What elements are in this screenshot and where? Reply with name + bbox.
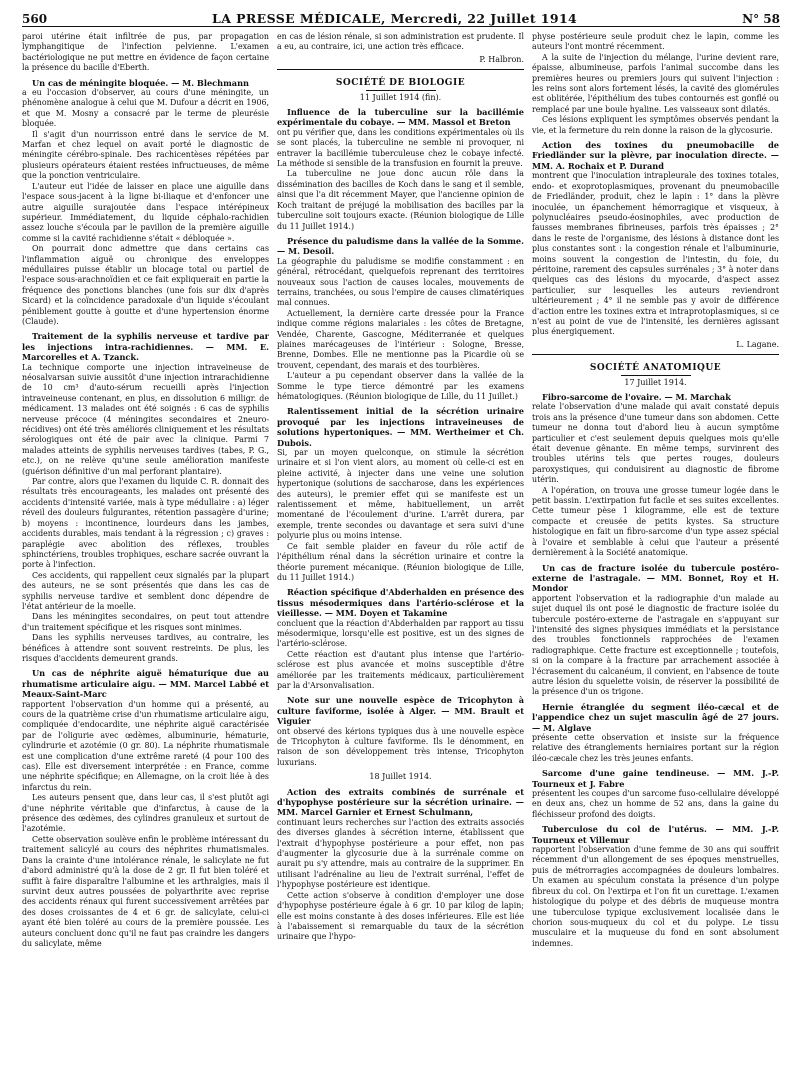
author-signature: L. Lagane.: [736, 339, 779, 349]
issue-number: N° 58: [742, 12, 780, 26]
paragraph: Si, par un moyen quelconque, on stimule la sécrétion urinaire et si l'on vient alors, au moment où celle-ci est en pleine activité, à injecter dans une veine une solution hypertonique (solutions de saccharose, dans les expériences des auteurs), le premier effet qui se manifeste est un ralentissement et même, habituellement, un arrêt momentané de l'écoulement d'urine. L'arrêt durera, par exemple, trente secondes ou davantage et sera suivi d'une polyurie plus ou moins intense.: [277, 448, 524, 541]
paragraph: Cette observation soulève enfin le problème intéressant du traitement salicylé au cours des néphrites rhumatismales. Dans la crainte d'une intolérance rénale, le salicylate ne fut d'abord administré qu'à la dose de 2 gr. Il fut bien toléré et suffit à faire disparaître l'albumine et les arthralgies, mais il survint deux autres poussées de polyarthrite avec reprise des accidents rénaux qui furent successivement arrêtées par des doses croissantes de 4 et 6 gr. de salicylate, celui-ci ayant été bien toléré au cours de la première poussée. Les auteurs concluent donc qu'il ne faut pas craindre les dangers du salicylate, même: [22, 834, 269, 948]
paragraph: rapportent l'observation d'une femme de 30 ans qui souffrit récemment d'un allongement de ses époques menstruelles, puis de métrorragies accompagnées de douleurs lombaires. Un examen au spéculum constata la présence d'un polype fibreux du col. On l'extirpa et l'on fit un curettage. L'examen histologique du polype et des débris de muqueuse montra une tuberculose typique exclusivement localisée dans le chorion sous-muqueux du col et du polype. Le tissu musculaire et la muqueuse du fond en sont absolument indemnes.: [532, 845, 779, 948]
paragraph: présentent les coupes d'un sarcome fuso-cellulaire développé en deux ans, chez un homme de 52 ans, dans la gaine du fléchisseur profond des doigts.: [532, 789, 779, 819]
paragraph: La géographie du paludisme se modifie constamment : en général, rétrocédant, quelquefois reprenant des territoires nouveaux sous l'action de causes locales, mouvements de terrains, tranchées, ou sous l'empire de causes climatériques mal connues.: [277, 256, 524, 308]
paragraph: rapportent l'observation d'un homme qui a présenté, au cours de la quatrième crise d'un rhumatisme articulaire aigu, compliquée d'endocardite, une néphrite aiguë caractérisée par de l'oligurie avec œdèmes, albuminurie, hématurie, cylindrurie et azotémie (0 gr. 80). La néphrite rhumatismale est une complication d'une extrême rareté (4 pour 100 des cas). Elle est diversement interprétée : en France, comme une néphrite spécifique; en Allemagne, on la croit liée à des infarctus du rein.: [22, 699, 269, 792]
session-date: 18 Juillet 1914.: [369, 772, 432, 782]
paragraph: en cas de lésion rénale, si son administration est prudente. Il a eu, au contraire, ici, une action très efficace.: [277, 32, 524, 52]
article-heading: Note sur une nouvelle espèce de Tricophyton à culture faviforme, isolée à Alger. — MM. Brault et Viguier: [277, 695, 524, 727]
paragraph: physe postérieure seule produit chez le lapin, comme les auteurs l'ont montré récemment.: [532, 32, 779, 52]
paragraph: Ces accidents, qui rappellent ceux signalés par la plupart des auteurs, ne se sont présentés que dans les cas de syphilis nerveuse tardive et semblent donc dépendre de l'état antérieur de la moelle.: [22, 570, 269, 611]
section-title: SOCIÉTÉ DE BIOLOGIE: [335, 78, 466, 89]
paragraph: montrent que l'inoculation intrapleurale des toxines totales, endo- et exoprotoplasmiques, provenant du pneumobacille de Friedländer, produit, chez le lapin : 1° dans la plèvre inoculée, un épanchement hémorragique et visqueux, à polynucléaires pseudo-éosinophiles, avec production de fausses membranes fibrineuses, parfois très épaisses ; 2° dans le reste de l'organisme, des lésions à distance dont les plus constantes sont : la congestion rénale et l'albuminurie, moins souvent la congestion de l'intestin, du foie, du péritoine, rarement des capsules surrénales ; 3° à noter dans quelques cas des lésions du myocarde, d'aspect assez particulier, sur lesquelles les auteurs reviendront ultérieurement ; 4° il ne semble pas y avoir de différence d'action entre les toxines extra et intraprotoplasmiques, si ce n'est au point de vue de l'intensité, les dernières agissant plus énergiquement.: [532, 171, 779, 337]
paragraph: La technique comporte une injection intraveineuse de néosalvarsan suivie aussitôt d'une injection intrarachidienne de 10 cm³ d'auto-sérum recueilli après l'injection intraveineuse contenant, en plus, en dissolution 6 milligr. de médicament. 13 malades ont été soignés : 6 cas de syphilis nerveuse précoce (4 méningites secondaires et 2neuro-récidives) ont été très améliorés cliniquement et les résultats sérologiques ont été de pair avec la clinique. Parmi 7 malades atteints de syphilis nerveuses tardives (tabes, P. G., etc.), on ne relève qu'une seule amélioration manifeste (guérison définitive d'un mal perforant plantaire).: [22, 362, 269, 476]
page-header: [22, 6, 780, 27]
session-date: 17 Juillet 1914.: [624, 377, 687, 387]
article-heading: Action des extraits combinés de surrénale et d'hypophyse postérieure sur la sécrétion urinaire. — MM. Marcel Garnier et Ernest Schulmann,: [277, 786, 524, 818]
paragraph: Cette réaction est d'autant plus intense que l'artério-sclérose est plus avancée et moins susceptible d'être améliorée par les traitements médicaux, particulièrement par la d'Arsonvalisation.: [277, 649, 524, 690]
article-heading: Sarcome d'une gaine tendineuse. — MM. J.-P. Tourneux et J. Fabre: [532, 768, 779, 789]
paragraph: concluent que la réaction d'Abderhalden par rapport au tissu mésodermique, lorsqu'elle est positive, est un des signes de l'artério-sclérose.: [277, 618, 524, 649]
paragraph: L'auteur a pu cependant observer dans la vallée de la Somme le type tierce démontré par les examens hématologiques. (Réunion biologique de Lille, du 11 Juillet.): [277, 371, 524, 401]
article-heading: Fibro-sarcome de l'ovaire. — M. Marchak: [542, 392, 731, 402]
column-3: [532, 32, 779, 1078]
article-heading: Présence du paludisme dans la vallée de la Somme. — M. Desoil.: [277, 235, 524, 257]
journal-title: LA PRESSE MÉDICALE, Mercredi, 22 Juillet 1914: [212, 11, 578, 26]
paragraph: ont pu vérifier que, dans les conditions expérimentales où ils se sont placés, la tuberculine ne semble ni provoquer, ni entraver la bacillémie tuberculeuse chez le cobaye infecté. La méthode si sensible de la transfusion en fournit la preuve.: [277, 127, 524, 169]
article-heading: Traitement de la syphilis nerveuse et tardive par les injections intra-rachidiennes. — MM. E. Marcorelles et A. Tzanck.: [22, 331, 269, 363]
article-heading: Un cas de néphrite aiguë hématurique due au rhumatisme articulaire aigu. — MM. Marcel Labbé et Meaux-Saint-Marc: [22, 668, 269, 700]
paragraph: Ce fait semble plaider en faveur du rôle actif de l'épithélium rénal dans la sécrétion urinaire et contre la théorie purement mécanique. (Réunion biologique de Lille, du 11 Juillet 1914.): [277, 541, 524, 582]
article-heading: Un cas de fracture isolée du tubercule postéro-externe de l'astragale. — MM. Bonnet, Roy et H. Mondor: [532, 562, 779, 594]
page-number: 560: [22, 12, 48, 26]
article-heading: Réaction spécifique d'Abderhalden en présence des tissus mésodermiques dans l'artério-sclérose et la vieillesse. — MM. Doyen et Takamine: [277, 587, 524, 619]
paragraph: Ces lésions expliquent les symptômes observés pendant la vie, et la fermeture du rein donne la raison de la glycosurie.: [532, 115, 779, 135]
section-title: SOCIÉTÉ ANATOMIQUE: [589, 363, 722, 374]
paragraph: La tuberculine ne joue donc aucun rôle dans la dissémination des bacilles de Koch dans le sang et il semble, ainsi que l'a dit récemment Mayer, que l'ancienne opinion de Koch traitant de préjugé la mobilisation des bacilles par la tuberculine soit toujours exacte. (Réunion biologique de Lille du 11 Juillet 1914.): [277, 169, 524, 231]
divider: [366, 90, 436, 91]
paragraph: continuant leurs recherches sur l'action des extraits associés des diverses glandes à sécrétion interne, établissent que l'extrait d'hypophyse postérieure a pour effet, non pas d'augmenter la glycosurie due à la surrénale comme on aurait pu s'y attendre, mais au contraire de la supprimer. En utilisant l'adrénaline au lieu de l'extrait surrénal, l'effet de l'hypophyse postérieure est identique.: [277, 817, 524, 890]
divider: [532, 354, 779, 355]
author-signature: P. Halbron.: [479, 54, 524, 64]
paragraph: relate l'observation d'une malade qui avait constaté depuis trois ans la présence d'une tumeur dans son abdomen. Cette tumeur ne donna tout d'abord lieu à aucun symptôme particulier et c'est seulement depuis quelques mois qu'elle était devenue gênante. En même temps, survinrent des troubles utérins tels que pertes rouges, douleurs paroxystiques, qui conduisirent au diagnostic de fibrome utérin.: [532, 402, 779, 485]
paragraph: A la suite de l'injection du mélange, l'urine devient rare, épaisse, albumineuse, parfois l'animal succombe dans les premières heures ou premiers jours qui suivent l'injection : les reins sont alors fortement lésés, la cavité des glomérules est oblitérée, l'épithélium des tubes contournés est gonflé ou remplacé par une boule hyaline. Les vaisseaux sont dilatés.: [532, 52, 779, 114]
column-2: [277, 32, 524, 1078]
paragraph: Les auteurs pensent que, dans leur cas, il s'est plutôt agi d'une néphrite véritable que d'infarctus, à cause de la présence des œdèmes, des cylindres granuleux et surtout de l'azotémie.: [22, 793, 269, 834]
article-heading: Un cas de méningite bloquée. — M. Blechmann: [32, 77, 249, 88]
article-heading: Ralentissement initial de la sécrétion urinaire provoqué par les injections intraveineuses de solutions hypertoniques. — MM. Wertheimer et Ch. Dubois.: [277, 406, 524, 448]
paragraph: présente cette observation et insiste sur la fréquence relative des étranglements herniaires portant sur la région iléo-cæcale chez les très jeunes enfants.: [532, 733, 779, 763]
paragraph: Dans les syphilis nerveuses tardives, au contraire, les bénéfices à attendre sont souvent restreints. De plus, les risques d'accidents demeurent grands.: [22, 633, 269, 663]
paragraph: Cette action s'observe à condition d'employer une dose d'hypophyse postérieure égale à 6 gr. 10 par kilog de lapin; elle est moins constante à des doses inférieures. Elle est liée à l'abaissement si remarquable du taux de la sécrétion urinaire que l'hypo-: [277, 890, 524, 942]
paragraph: Actuellement, la dernière carte dressée pour la France indique comme régions malariales : les côtes de Bretagne, Vendée, Charente, Gascogne, Méditerranée et quelques plaines marécageuses de l'intérieur : Sologne, Bresse, Brenne, Dombes. Elle ne mentionne pas la Picardie où se trouvent, cependant, des marais et des tourbières.: [277, 308, 524, 370]
paragraph: apportent l'observation et la radiographie d'un malade au sujet duquel ils ont posé le diagnostic de fracture isolée du tubercule postéro-externe de l'astragale en s'appuyant sur l'intensité des signes physiques immédiats et la persistance des troubles fonctionnels rapprochées de l'examen radiographique. Cette fracture est exceptionnelle ; toutefois, si on la compare à la fracture par arrachement associée à l'écrasement du calcanéum, il convient, en l'absence de toute autre lésion du squelette voisin, de réserver la possibilité de la présence d'un os trigone.: [532, 593, 779, 697]
session-date: 11 Juillet 1914 (fin).: [359, 92, 442, 102]
column-1: [22, 32, 269, 1078]
paragraph: On pourrait donc admettre que dans certains cas l'inflammation aiguë ou chronique des enveloppes médullaires puisse établir un blocage total ou partiel de l'espace sous-arachnoïdien et ce fait expliquerait en partie la fréquence des ponctions blanches (une fois sur dix d'après Sicard) et la coïncidence paradoxale d'un liquide s'écoulant péniblement goutte à goutte et d'une hypertension énorme (Claude).: [22, 244, 269, 326]
divider: [277, 69, 524, 70]
paragraph: Il s'agit d'un nourrisson entré dans le service de M. Marfan et chez lequel on avait porté le diagnostic de méningite cérébro-spinale. Des rachicentèses répétées par plusieurs opérateurs étaient restées infructueuses, de même que la ponction ventriculaire.: [22, 129, 269, 181]
paragraph: Dans les méningites secondaires, on peut tout attendre d'un traitement spécifique et les risques sont minimes.: [22, 612, 269, 632]
article-columns: [22, 32, 780, 1078]
article-heading: Tuberculose du col de l'utérus. — MM. J.-P. Tourneux et Villemur: [532, 824, 779, 845]
paragraph: A l'opération, on trouva une grosse tumeur logée dans le petit bassin. L'extirpation fut facile et ses suites excellentes. Cette tumeur pèse 1 kilogramme, elle est de texture compacte et creusée de petits kystes. Sa structure histologique en fait un fibro-sarcome d'un type assez spécial à l'ovaire et semblable à celui que l'auteur a présenté dernièrement à la Société anatomique.: [532, 485, 779, 558]
paragraph: L'auteur eut l'idée de laisser en place une aiguille dans l'espace sous-jacent à la ligne bi-iliaque et d'enfoncer une autre aiguille surajoutée dans l'espace intérépineux supérieur. Immédiatement, du liquide céphalo-rachidien assez louche s'écoula par le pavillon de la première aiguille comme si la cavité rachidienne s'était « débloquée ».: [22, 181, 269, 243]
divider: [621, 375, 691, 376]
article-heading: Hernie étranglée du segment iléo-cæcal et de l'appendice chez un sujet masculin âgé de 27 jours. — M. Alglave: [532, 701, 779, 733]
paragraph: ont observé des kérions typiques dus à une nouvelle espèce de Tricophyton à culture faviforme. Ils le dénomment, en raison de son développement très intense, Tricophyton luxurians.: [277, 726, 524, 767]
paragraph: Par contre, alors que l'examen du liquide C. R. donnait des résultats très encourageants, les malades ont présenté des accidents d'intensité variée, mais à type médullaire : a) léger réveil des douleurs fulgurantes, rétention passagère d'urine; b) moyens : incontinence, lourdeurs dans les jambes, accidents durables, mais tendant à la régression ; c) graves : paraplégie avec abolition des réflexes, troubles sphinctériens, troubles trophiques, eschare sacrée ouvrant la porte à l'infection.: [22, 477, 269, 570]
article-heading: Action des toxines du pneumobacille de Friedländer sur la plèvre, par inoculation directe. — MM. A. Rochaix et P. Durand: [532, 140, 779, 171]
article-heading: Influence de la tuberculine sur la bacillémie expérimentale du cobaye. — MM. Massol et Breton: [277, 107, 524, 128]
paragraph: paroi utérine était infiltrée de pus, par propagation lymphangitique de l'infection pelvienne. L'examen bactériologique ne put mettre en évidence de façon certaine la présence du bacille d'Eberth.: [22, 32, 269, 73]
paragraph: a eu l'occasion d'observer, au cours d'une méningite, un phénomène analogue à celui que M. Dufour a décrit en 1906, et que M. Mosny a consacré par le terme de pleurésie bloquée.: [22, 88, 269, 129]
